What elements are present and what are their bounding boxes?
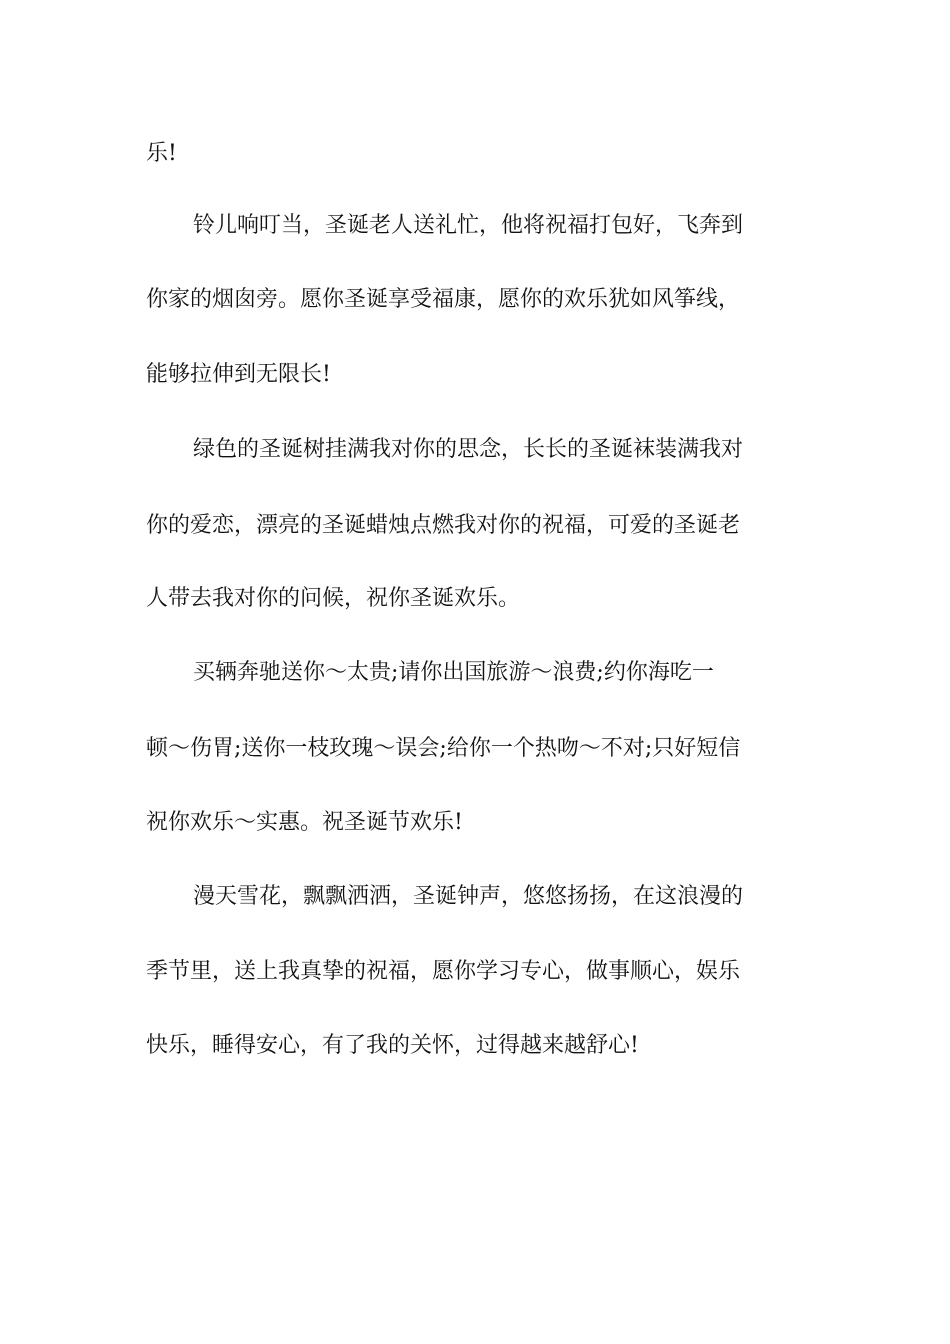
paragraph-first-line: 漫天雪花，飘飘洒洒，圣诞钟声，悠悠扬扬，在这浪漫的 (193, 884, 744, 909)
paragraph-first-line: 买辆奔驰送你～太贵;请你出国旅游～浪费;约你海吃一 (193, 660, 714, 685)
text-line: 祝你欢乐～实惠。祝圣诞节欢乐! (146, 810, 463, 835)
text-line: 你的爱恋，漂亮的圣诞蜡烛点燃我对你的祝福，可爱的圣诞老 (146, 513, 741, 538)
text-line: 乐! (146, 141, 177, 166)
text-line: 顿～伤胃;送你一枝玫瑰～误会;给你一个热吻～不对;只好短信 (146, 736, 741, 761)
text-line: 人带去我对你的问候，祝你圣诞欢乐。 (146, 586, 521, 611)
text-line: 季节里，送上我真挚的祝福，愿你学习专心，做事顺心，娱乐 (146, 959, 741, 984)
text-line: 你家的烟囱旁。愿你圣诞享受福康，愿你的欢乐犹如风筝线， (146, 287, 741, 312)
text-line: 能够拉伸到无限长! (146, 362, 331, 387)
paragraph-first-line: 铃儿响叮当，圣诞老人送礼忙，他将祝福打包好，飞奔到 (193, 213, 744, 238)
paragraph-first-line: 绿色的圣诞树挂满我对你的思念，长长的圣诞袜装满我对 (193, 437, 744, 462)
text-line: 快乐，睡得安心，有了我的关怀，过得越来越舒心! (146, 1033, 639, 1058)
